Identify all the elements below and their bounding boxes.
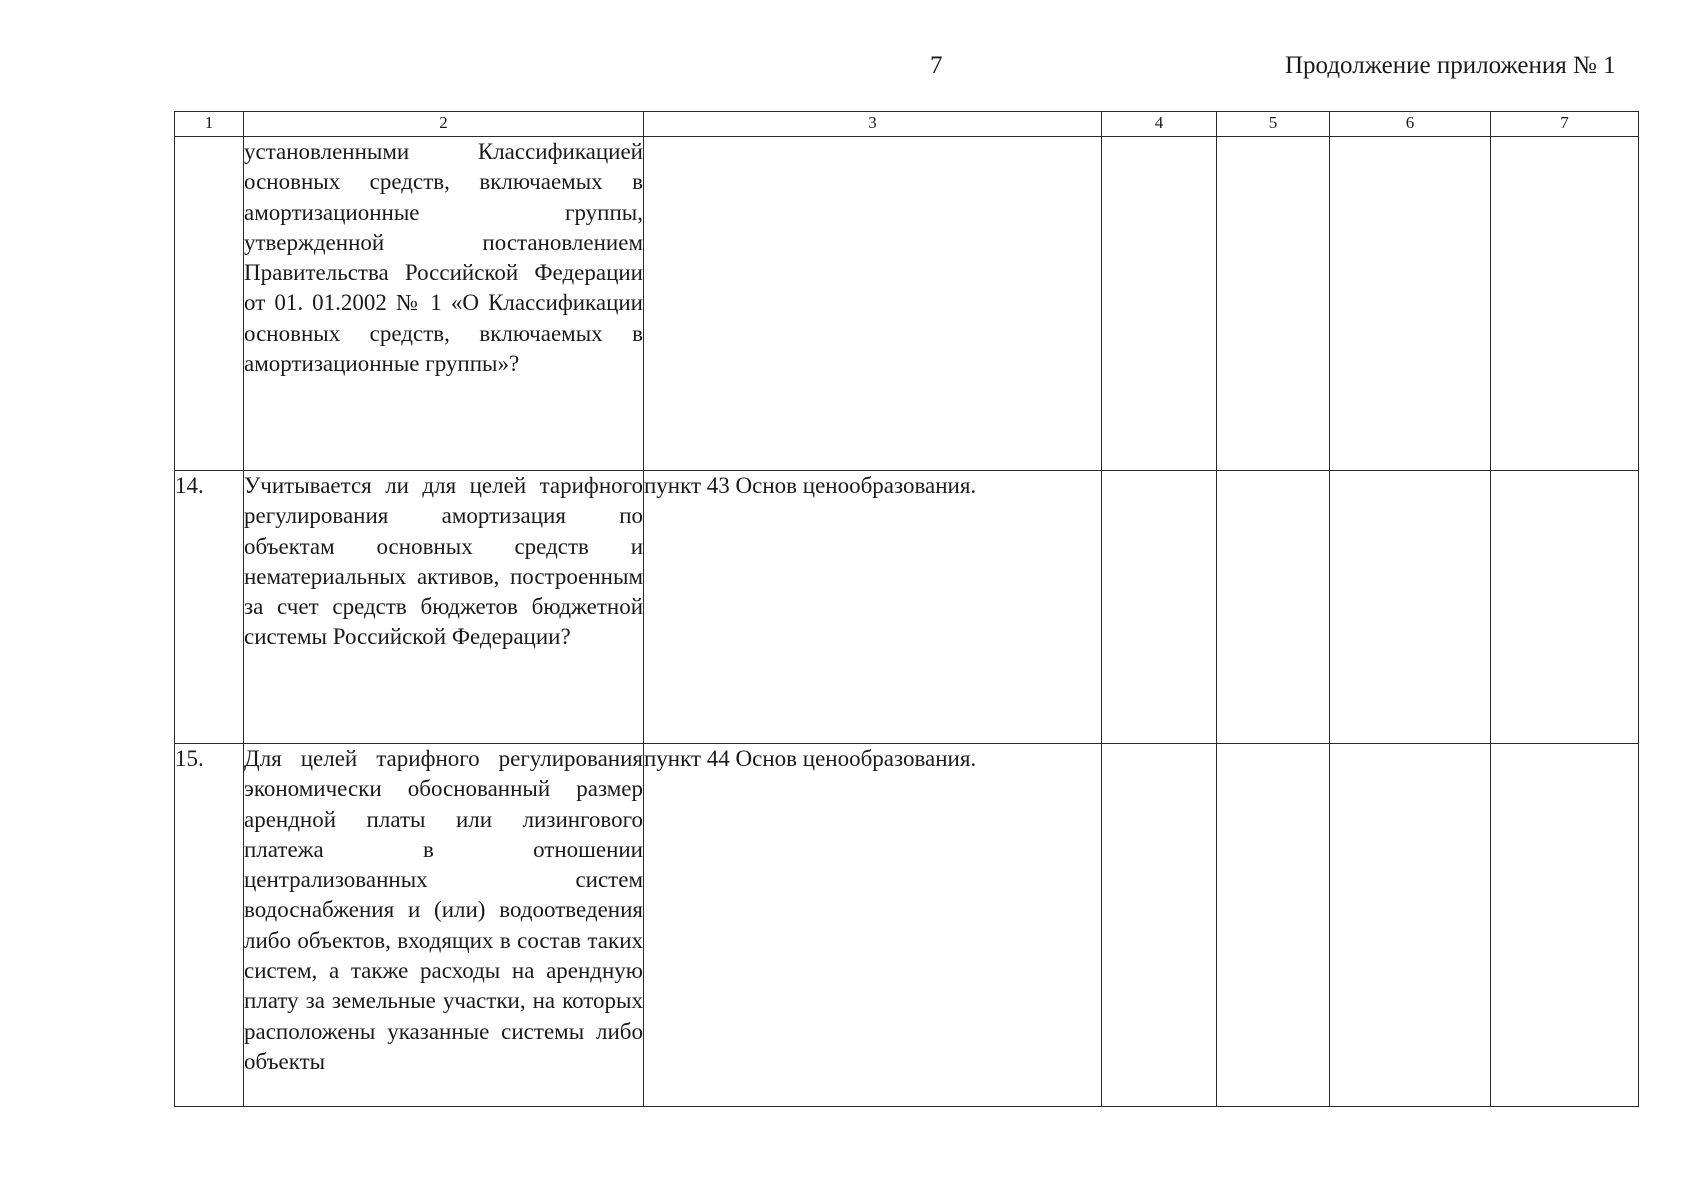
legal-basis: пункт 43 Основ ценообразования. xyxy=(644,471,1102,744)
cell-col5 xyxy=(1217,471,1330,744)
page-number: 7 xyxy=(930,52,943,79)
row-number: 14. xyxy=(175,471,244,744)
row-number xyxy=(175,137,244,471)
cell-col5 xyxy=(1217,137,1330,471)
column-header-2: 2 xyxy=(244,112,644,137)
table-header xyxy=(175,112,1639,137)
column-header-4: 4 xyxy=(1102,112,1217,137)
column-header-1: 1 xyxy=(175,112,244,137)
column-header-3: 3 xyxy=(644,112,1102,137)
table-row xyxy=(175,744,1639,1107)
cell-col7 xyxy=(1491,137,1639,471)
cell-col6 xyxy=(1330,137,1491,471)
question-text: Учитывается ли для целей тарифного регулирования амортизация по объектам основных средств и нематериальных активов, построенным за счет средств бюджетов бюджетной системы Российской Федерации? xyxy=(244,471,644,744)
legal-basis: пункт 44 Основ ценообразования. xyxy=(644,744,1102,1107)
cell-col4 xyxy=(1102,471,1217,744)
cell-col6 xyxy=(1330,471,1491,744)
cell-col4 xyxy=(1102,744,1217,1107)
cell-col7 xyxy=(1491,471,1639,744)
legal-basis xyxy=(644,137,1102,471)
column-header-6: 6 xyxy=(1330,112,1491,137)
cell-col7 xyxy=(1491,744,1639,1107)
question-text: Для целей тарифного регулирования экономически обоснованный размер арендной платы или лизингового платежа в отношении централизованных систем водоснабжения и (или) водоотведения либо объектов, входящих в состав таких систем, а также расходы на арендную плату за земельные участки, на которых расположены указанные системы либо объекты xyxy=(244,744,644,1107)
cell-col4 xyxy=(1102,137,1217,471)
header-row xyxy=(175,112,1639,137)
continuation-label: Продолжение приложения № 1 xyxy=(1285,52,1616,79)
column-header-7: 7 xyxy=(1491,112,1639,137)
table-body xyxy=(175,137,1639,1107)
question-text: установленными Классификацией основных средств, включаемых в амортизационные группы, утвержденной постановлением Правительства Российской Федерации от 01. 01.2002 № 1 «О Классификации основных средств, включаемых в амортизационные группы»? xyxy=(244,137,644,471)
table-row xyxy=(175,471,1639,744)
table-row xyxy=(175,137,1639,471)
column-header-5: 5 xyxy=(1217,112,1330,137)
requirements-table xyxy=(174,111,1639,1107)
row-number: 15. xyxy=(175,744,244,1107)
cell-col5 xyxy=(1217,744,1330,1107)
cell-col6 xyxy=(1330,744,1491,1107)
